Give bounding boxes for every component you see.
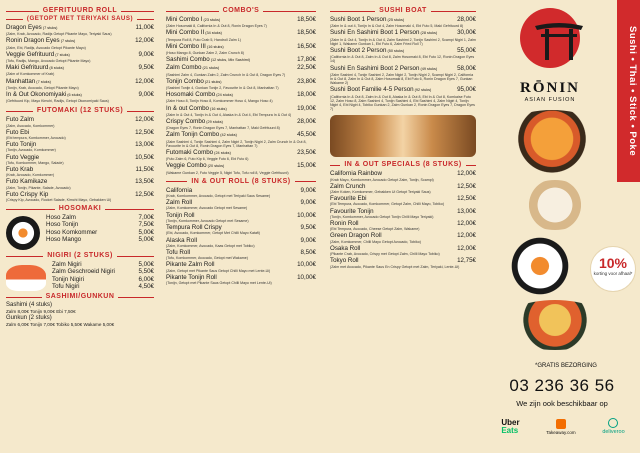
menu-item <box>6 154 154 161</box>
sushi-rolls-image <box>490 236 590 296</box>
sashimi-line: Zalm 6,00€ Tonijn 7,00€ Tobiko 5,50€ Wakame 5,00€ <box>6 322 115 328</box>
menu-item-price: 13,00€ <box>135 141 154 149</box>
menu-item-name: Tonijn Roll <box>166 211 195 219</box>
menu-item-qty: (7 stuks) <box>59 39 76 44</box>
menu-item-qty: (25 stuks) <box>386 18 405 22</box>
menu-item <box>330 208 476 215</box>
menu-item <box>166 162 316 170</box>
menu-item-qty: (24 stuks) <box>215 93 233 98</box>
menu-item-price: 5,00€ <box>138 235 154 243</box>
menu-item-name: Futo Kamikaze <box>6 178 48 186</box>
brand-name: RŌNIN <box>519 80 580 96</box>
menu-item-desc: (Zalm Sashimi 4, Tonijn Sashimi 2, Zalm Nigiri 2, Tonijn Nigiri 2, Scampi Nigiri 2, California In & Out 8, Zalm In & Out 8, Zalm Hosomaki 8, Ebi Futo 6, Ronin Dragon Eyes 7, Gunkan Wakame 2) <box>330 72 474 86</box>
menu-item-desc: (Tonijn, Komkommer, Avocado Getopt met Sesame) <box>166 218 249 223</box>
nigiri-image <box>6 265 46 291</box>
menu-item-name: Mini Combo II (34 stuks) <box>166 29 222 37</box>
discount-percent: 10% <box>598 255 628 271</box>
section-title-sushi-boat: SUSHI BOAT <box>330 7 476 14</box>
menu-item-desc: (Zalm Koken, Komkommer, Gebakken Ui Getopt Teriyaki Saus) <box>330 190 431 195</box>
menu-item-price: 30,00€ <box>457 29 476 37</box>
menu-item-name: Futo Zalm <box>6 116 34 124</box>
takeaway-house-icon <box>556 419 566 429</box>
menu-item <box>6 129 154 136</box>
menu-item-name: Hosomaki Combo (24 stuks) <box>166 91 233 99</box>
combos-list <box>166 16 316 175</box>
menu-item <box>166 91 316 99</box>
menu-item <box>330 86 476 94</box>
menu-item-price: 5,00€ <box>138 261 154 269</box>
menu-item-desc: (Zalm, Krab, Avocado, Radijs Getopt Pikante Mayo, Teriyaki Saus) <box>6 32 112 37</box>
menu-item-price: 12,50€ <box>457 182 476 190</box>
tagline: We zijn ook beschikbaar op <box>516 399 608 408</box>
column-1 <box>0 0 160 453</box>
menu-item-price: 28,00€ <box>297 118 316 126</box>
menu-item-price: 12,00€ <box>457 244 476 252</box>
menu-item-desc: (Ebi Tempura, Avocado, Komkommer, Getopt Zalm, Chilli Mayo, Tobiko) <box>330 202 445 207</box>
menu-item-price: 6,00€ <box>138 275 154 283</box>
menu-item <box>46 236 154 243</box>
menu-item-price: 8,50€ <box>300 248 316 256</box>
menu-item <box>330 16 476 24</box>
menu-item-desc: (Krab Mayo, Komkommer, Avocado Getopt Zalm, Tonijn, Scampi) <box>330 177 434 182</box>
menu-item-name: Zalm Geschroeid Nigiri <box>52 268 115 276</box>
section-title-in-out-roll: IN & OUT ROLL (8 STUKS) <box>166 178 316 185</box>
menu-item-price: 13,50€ <box>135 178 154 186</box>
column-3 <box>320 0 480 453</box>
section-title-specials: IN & OUT SPECIALS (8 STUKS) <box>330 161 476 168</box>
menu-item-desc: (Pikante Crab, Avocado, Crispy met Getopt Zalm, Chilli Mayo Tobiko) <box>330 252 440 257</box>
poke-bowl-image <box>500 300 610 350</box>
menu-item-name: Sushi Boot Familie 4-5 Person (92 stuks) <box>330 86 432 94</box>
menu-item-name: Zalm Combo (21 stuks) <box>166 64 220 72</box>
discount-text: korting voor afhaal* <box>593 271 633 276</box>
sashimi-list <box>6 302 154 328</box>
menu-item-desc: (Zalm In & out 4, Tonijn In & Out 4, Zalm Hosomaki 4, Ebi Futo 5, Maki Gefrituurd 8) <box>330 24 464 29</box>
menu-item-name: Hoso Mango <box>46 235 82 243</box>
menu-item-name: Osaka Roll <box>330 244 361 252</box>
menu-item <box>6 191 154 198</box>
in-out-roll-list <box>166 187 316 285</box>
menu-item-price: 11,00€ <box>135 24 154 31</box>
menu-item-desc: (California In & Out 8, Zalm In & Out 8, Alaska In & Out 8, Ebi In & Out 8, Komkaise Futo 12, Zalm Hoso 8, Zalm Sashimi 4, Tonijn Sashimi 4, Ebi Sashimi 4, Zalm Nigiri 4, Tonijn Nigiri 4, Ebi Nigiri 4, Tobiko Gunkan 2, Zalm Gunkan 2, Ronin Dragon Eyes 7, Dragon Eyes 7) <box>330 94 475 112</box>
menu-item-desc: (Ebi Tempura, Avocado, Cheese Getopt Zalm, Wakame) <box>330 227 420 232</box>
menu-item-name: Futo Ebi <box>6 128 30 136</box>
menu-item-price: 4,50€ <box>138 282 154 290</box>
menu-item <box>166 29 316 37</box>
takeaway-logo[interactable]: Takeaway.com <box>546 419 575 435</box>
section-title-combos: COMBO'S <box>166 7 316 14</box>
bowl-image <box>492 110 612 174</box>
menu-item-price: 45,50€ <box>297 131 316 139</box>
menu-item-name: In & out Combo (16 stuks) <box>166 104 227 112</box>
side-banner-text: Sushi • Thai • Stick • Poke <box>627 25 638 157</box>
menu-item-qty: (50 stuks) <box>386 49 405 54</box>
menu-item-desc: (Zalm, Komkommer, Chilli Mayo Getopt Avocado, Tobiko) <box>330 239 421 244</box>
menu-item-name: Favourite Tonijn <box>330 207 374 215</box>
menu-item <box>330 65 476 73</box>
menu-item-price: 17,80€ <box>297 56 316 64</box>
menu-item <box>166 274 316 281</box>
menu-item-desc: (Zalm, Tonijn, Pikante, Salade, Avocado) <box>6 185 71 190</box>
menu-item <box>6 141 154 148</box>
menu-item <box>6 116 154 123</box>
menu-item-price: 10,00€ <box>297 261 316 269</box>
sashimi-line: Gunkun (2 stuks) <box>6 315 52 322</box>
menu-item-price: 12,00€ <box>135 116 154 124</box>
hosomaki-image <box>6 216 40 250</box>
menu-item-price: 12,50€ <box>457 195 476 203</box>
menu-item-price: 95,00€ <box>457 86 476 94</box>
menu-item-price: 18,50€ <box>297 16 316 23</box>
menu-item-name: Pikante Tonijn Roll <box>166 273 217 281</box>
menu-item-qty: (29 stuks) <box>205 120 223 125</box>
menu-item-desc: (Sashimi Zalm 4, Gunkan Zalm 2, Zalm Crunch In & Out 8, Dragon Eyes 7) <box>166 72 286 77</box>
menu-item-name: Tofu Roll <box>166 248 191 256</box>
menu-item-price: 10,50€ <box>135 153 154 161</box>
menu-item-desc: (Krab, Komkommer, Avocado, Getopt met Teriyaki Saus Sesame) <box>166 194 271 199</box>
menu-item-name: Futo Crispy Kip <box>6 190 49 198</box>
menu-item-qty: (12 stuks, Mix Sashimi) <box>209 58 250 63</box>
specials-list <box>330 170 476 268</box>
menu-item-name: Ronin Roll <box>330 220 359 228</box>
menu-item-name: Favourite Ebi <box>330 195 367 203</box>
menu-item-desc: (Dragon Eyes 7, Ronin Dragon Eyes 7, Manhattan 7, Maki Gefrituurd 8) <box>166 126 280 131</box>
menu-item-desc: (Futo Zalm 6, Futo Kip 6, Veggie Futo 6, Ebi Futo 6) <box>166 157 249 162</box>
menu-item-price: 12,50€ <box>135 190 154 198</box>
menu-item <box>46 221 154 228</box>
menu-item-desc: (Zalm Sashimi 4, Tonijn Sashimi 4, Zalm Nigiri 2, Tonijn Nigiri 2, Zalm Crunch In & Out 8, Favourite In & Out 8, Ronin Dragon Eyes 7, Manhattan 7) <box>166 139 307 148</box>
gefrituurd-list <box>6 24 154 103</box>
menu-item-desc: (Tonijn, Getopt met Pikante Saus Getopt Chilli Mayo met Lente-Ui) <box>166 280 272 285</box>
menu-item-desc: (Tofu, Komkommer, Avocado, Getopt met Wakame) <box>166 256 248 261</box>
menu-item-desc: (Tempura Roll 8, Futo Crab 5, Handroll Zalm 1) <box>166 37 241 42</box>
menu-item-price: 12,00€ <box>135 77 154 85</box>
menu-item-qty: (92 stuks) <box>413 88 432 93</box>
menu-item-name: Futo Tonijn <box>6 141 37 149</box>
section-subtitle-gefrituurd: (GETOPT MET TERIYAKI SAUS) <box>6 15 154 22</box>
menu-item <box>6 78 154 86</box>
menu-item <box>6 166 154 173</box>
menu-item-qty: (7 stuks) <box>41 26 58 30</box>
menu-item-desc: (Zalm, Ebi, Radijs, Avocado Getopt Pikante Mayo) <box>6 45 86 50</box>
menu-item-name: Sushi En Sashimi Boot 1 Person (28 stuks) <box>330 29 438 37</box>
menu-item <box>6 24 154 32</box>
menu-item-name: Zalm Crunch <box>330 182 366 190</box>
discount-badge <box>590 246 636 292</box>
menu-item-qty: (7 stuks) <box>54 52 70 57</box>
sashimi-line: Sashimi (4 stuks) <box>6 302 53 309</box>
menu-item-price: 28,00€ <box>457 16 476 23</box>
menu-item-price: 19,00€ <box>297 104 316 112</box>
menu-item-price: 11,50€ <box>135 166 154 174</box>
menu-item-price: 9,00€ <box>300 186 316 194</box>
menu-item <box>330 183 476 190</box>
menu-item-name: Dragon Eyes (7 stuks) <box>6 24 58 31</box>
hosomaki-list <box>40 214 154 250</box>
menu-item-name: Veggie Gefrituurd (7 stuks) <box>6 50 70 58</box>
torii-gate-icon <box>533 20 585 60</box>
menu-item-desc: (Ebi tempura, Komkommer, Avocado) <box>6 136 66 141</box>
menu-item-qty: (21 stuks) <box>203 79 222 84</box>
menu-item-desc: (Zalm Hoso 8, Tonijn Hoso 8, Komkommer Hoso 4, Mango Hoso 4) <box>166 99 273 104</box>
menu-item-desc: (Zalm, Komkommer, Avocado Getopt met Sesame) <box>166 206 248 211</box>
ubereats-logo[interactable]: Uber Eats <box>501 418 520 435</box>
menu-item <box>52 283 154 290</box>
menu-item <box>330 257 476 264</box>
menu-item-name: Veggie Combo (20 stuks) <box>166 162 225 170</box>
menu-item-name: Sushi Boot 2 Person (50 stuks) <box>330 47 405 55</box>
menu-item <box>166 149 316 157</box>
menu-item-qty: (7 stuks) <box>35 79 51 84</box>
menu-item-desc: (Gefrituurd Kip, Mayo Kimchi, Radijs, Getopt Okonomiyaki Saus) <box>6 99 109 104</box>
menu-item <box>166 187 316 194</box>
menu-item-name: Ronin Dragon Eyes (7 stuks) <box>6 37 76 45</box>
menu-item <box>330 220 476 227</box>
menu-item-price: 16,50€ <box>297 42 316 50</box>
menu-item-name: Hoso Zalm <box>46 214 76 222</box>
delivery-logos <box>488 418 638 435</box>
menu-item-qty: (34 stuks) <box>204 31 222 36</box>
menu-item-name: Sushi Boot 1 Person (25 stuks) <box>330 16 405 23</box>
menu-item-name: Mini Combo I (23 stuks) <box>166 16 221 23</box>
menu-item <box>6 91 154 99</box>
menu-item-desc: (California In & Out 8, Zalm In & Out 8, Zalm Hosomaki 8, Ebi Futo 12, Ronin Dragon Eyes 14) <box>330 55 475 64</box>
menu-item-name: Sashimi Combo (12 stuks, Mix Sashimi) <box>166 56 250 64</box>
menu-item-price: 13,00€ <box>457 207 476 215</box>
menu-item-price: 22,50€ <box>297 64 316 72</box>
menu-item-qty: (28 stuks) <box>419 31 438 36</box>
menu-item <box>330 245 476 252</box>
menu-item <box>52 268 154 275</box>
menu-item-name: Manhattan (7 stuks) <box>6 77 51 85</box>
menu-item-name: Futo Veggie <box>6 153 40 161</box>
sashimi-line: Zalm 8,00€ Tonijn 9,00€ Ebi 7,50€ <box>6 309 76 315</box>
menu-item <box>330 232 476 239</box>
deliveroo-logo[interactable]: deliveroo <box>602 418 624 435</box>
menu-item-qty: (21 stuks) <box>201 66 220 71</box>
menu-item <box>6 37 154 45</box>
section-title-sashimi: SASHIMI/GUNKUN <box>6 293 154 300</box>
menu-item <box>166 118 316 126</box>
menu-item-desc: (Crispy Kip, Avocado, Rocket Salade, Kimchi Mayo, Gebakken Ui) <box>6 198 112 203</box>
dumpling-image <box>520 180 590 230</box>
menu-item-qty: (6 stuks) <box>66 93 82 98</box>
brand-logo <box>510 80 590 103</box>
menu-item-price: 23,80€ <box>297 77 316 85</box>
menu-item-name: California Rainbow <box>330 170 382 178</box>
menu-item <box>6 178 154 185</box>
menu-item-name: Futomaki Combo (24 stuks) <box>166 149 231 157</box>
menu-item-name: Green Dragon Roll <box>330 232 382 240</box>
menu-item-price: 12,00€ <box>135 37 154 45</box>
menu-item-desc: (Zalm Hosomaki 8, California In & Out 8, Ronin Dragon Eyes 7) <box>166 24 267 29</box>
menu-item-name: Tonijn Nigiri <box>52 275 84 283</box>
menu-item-name: Zalm Roll <box>166 199 193 207</box>
futomaki-list <box>6 116 154 202</box>
menu-item-name: Pikante Zalm Roll <box>166 261 215 269</box>
menu-item-price: 10,00€ <box>297 211 316 219</box>
menu-item-qty: (49 stuks) <box>419 66 438 71</box>
menu-item-desc: (Tonijn, Komkommer, Avocado Getopt Tonijn Chilli Mayo Teriyaki) <box>330 214 434 219</box>
column-2 <box>160 0 320 453</box>
menu-item <box>166 16 316 24</box>
free-delivery-text: *GRATIS BEZORGING <box>535 363 597 369</box>
menu-item-desc: (Tofu, Radijs, Mango, Avocado Getopt Pikante Mayo) <box>6 59 91 64</box>
menu-item-qty: (16 stuks) <box>205 44 224 49</box>
menu-item-price: 9,50€ <box>300 224 316 232</box>
menu-item-price: 7,00€ <box>138 214 154 222</box>
menu-item-price: 9,00€ <box>300 236 316 244</box>
menu-item-name: Zalm Tonijn Combo (42 stuks) <box>166 131 237 139</box>
phone-number[interactable]: 03 236 36 56 <box>509 376 615 395</box>
menu-item-price: 18,00€ <box>297 91 316 99</box>
menu-item-name: In & Out Okonomiyaki (6 stuks) <box>6 91 82 99</box>
menu-item-name: Hoso Tonijn <box>46 221 79 229</box>
menu-item-qty: (16 stuks) <box>209 106 227 111</box>
section-title-hosomaki: HOSOMAKI <box>6 205 154 212</box>
menu-item-price: 55,00€ <box>457 47 476 55</box>
menu-item-name: Zalm Nigiri <box>52 261 82 269</box>
menu-item <box>166 78 316 86</box>
menu-item-desc: (Tonijn, Krab, Avocado, Getopt Pikante Mayo) <box>6 85 79 90</box>
menu-item-price: 23,50€ <box>297 149 316 157</box>
menu-item-price: 12,75€ <box>457 257 476 265</box>
menu-item-qty: (42 stuks) <box>219 133 237 138</box>
menu-item-qty: (8 stuks) <box>48 66 64 71</box>
nigiri-list <box>46 261 154 291</box>
menu-item <box>166 261 316 268</box>
menu-item-qty: (24 stuks) <box>213 151 231 156</box>
menu-item-desc: (Zalm of Komkommer of Krab) <box>6 72 55 77</box>
menu-item-desc: (Zalm In & Out 4, Tonijn In & Out 4, Zalm Sashimi 2, Tonijn Sashimi 2, Scampi Nigiri 1, Zalm Nigiri 1, Wakame Gunkan 1, Ebi Futo 6, Zalm Fried Roll 7) <box>330 37 476 46</box>
menu-item <box>166 131 316 139</box>
menu-item-price: 5,00€ <box>138 228 154 236</box>
menu-item <box>166 249 316 256</box>
menu-item-name: Alaska Roll <box>166 236 197 244</box>
brand-subtitle: ASIAN FUSION <box>524 97 576 103</box>
menu-item-desc: (Krab, Avocado, Komkommer) <box>6 173 55 178</box>
menu-item <box>166 224 316 231</box>
menu-item-name: Tofu Nigiri <box>52 282 80 290</box>
menu-item-desc: (Tonijn, Avocado, Komkommer) <box>6 148 56 153</box>
menu-item-price: 15,00€ <box>297 162 316 170</box>
section-title-futomaki: FUTOMAKI (12 STUKS) <box>6 107 154 114</box>
menu-item <box>330 170 476 177</box>
menu-item <box>6 64 154 72</box>
menu-item <box>166 199 316 206</box>
menu-item-price: 12,50€ <box>135 128 154 136</box>
menu-item <box>166 237 316 244</box>
menu-item <box>166 105 316 113</box>
menu-item-desc: (Zalm, Avocado, Komkommer) <box>6 123 55 128</box>
section-title-nigiri: NIGIRI (2 STUKS) <box>6 252 154 259</box>
menu-item-price: 9,00€ <box>300 199 316 207</box>
menu-item-name: Crispy Combo (29 stuks) <box>166 118 223 126</box>
sushi-boat-list <box>330 16 476 111</box>
menu-item-price: 9,00€ <box>138 91 154 99</box>
menu-item <box>330 195 476 202</box>
menu-item-price: 12,00€ <box>457 220 476 228</box>
menu-item-price: 7,50€ <box>138 221 154 229</box>
menu-item <box>166 212 316 219</box>
menu-item-price: 12,00€ <box>457 170 476 178</box>
menu-item <box>166 43 316 51</box>
menu-item <box>52 261 154 268</box>
menu-item-price: 9,50€ <box>138 64 154 72</box>
menu-item-desc: (Zalm met Avocado, Pikante Saus En Crispy Getopt met Zalm, Teriyaki, Lente-Ui) <box>330 264 460 269</box>
menu-item-desc: (Tofu, Komkommer, Mango, Salade) <box>6 160 64 165</box>
menu-item-desc: (Ebi, Avocado, Komkommer, Getopt Met Chilli Mayo Katafi) <box>166 231 261 236</box>
menu-item <box>166 56 316 64</box>
menu-item-qty: (20 stuks) <box>206 164 225 169</box>
menu-item-price: 12,00€ <box>457 232 476 240</box>
menu-item-name: Mini Combo III (16 stuks) <box>166 42 224 50</box>
menu-item-desc: (Zalm, Getopt met Pikante Saus Getopt Chilli Mayo met Lente-Ui) <box>166 268 271 273</box>
menu-item-price: 5,50€ <box>138 268 154 276</box>
menu-item-name: Tonijn Combo (21 stuks) <box>166 77 222 85</box>
menu-item-name: Hoso Komkommer <box>46 228 98 236</box>
sushi-boat-image <box>330 115 476 157</box>
menu-item-name: Futo Krab <box>6 166 34 174</box>
menu-item-price: 58,00€ <box>457 64 476 72</box>
menu-item-name: Tokyo Roll <box>330 257 359 265</box>
menu-item <box>330 47 476 55</box>
menu-item-qty: (23 stuks) <box>202 18 221 22</box>
menu-item <box>46 229 154 236</box>
menu-item-name: Sushi En Sashimi Boot 2 Person (49 stuks) <box>330 64 438 72</box>
deliveroo-kangaroo-icon <box>608 418 618 428</box>
menu-item <box>46 214 154 221</box>
menu-item-name: Tempura Roll Crispy <box>166 224 222 232</box>
menu-item-desc: (Sashimi Tonijn 4, Gunkan Tonijn 2, Favourite In & Out 8, Manhattan 7) <box>166 86 279 91</box>
menu-item <box>166 64 316 72</box>
menu-item <box>330 29 476 37</box>
menu-item-name: Maki Gefrituurd (8 stuks) <box>6 64 64 72</box>
menu-item <box>52 276 154 283</box>
menu-item-desc: (Zalm In & Out 4, Tonijn In & Out 4, Alaska In & Out 4, Ebi Tempura In & Out 4) <box>166 112 292 117</box>
menu-item <box>6 51 154 59</box>
menu-item-price: 18,50€ <box>297 29 316 37</box>
section-title-gefrituurd: GEFRITUURD ROLL <box>6 7 154 14</box>
menu-item-desc: (Zalm, Komkommer, Avocado, Kaas Getopt met Tobiko) <box>166 243 255 248</box>
menu-item-price: 9,00€ <box>138 50 154 58</box>
menu-item-desc: (Hoso Mango 8, Gunkan Zalm 2, Zalm Crunch 8) <box>166 51 244 56</box>
menu-item-desc: (Wakame Gunkan 2, Futo Veggie 5, Nigiri Tofu, Tofu roll 8, Veggie Gefrituurd) <box>166 170 289 175</box>
menu-item-name: California <box>166 186 193 194</box>
menu-item-price: 10,00€ <box>297 273 316 281</box>
